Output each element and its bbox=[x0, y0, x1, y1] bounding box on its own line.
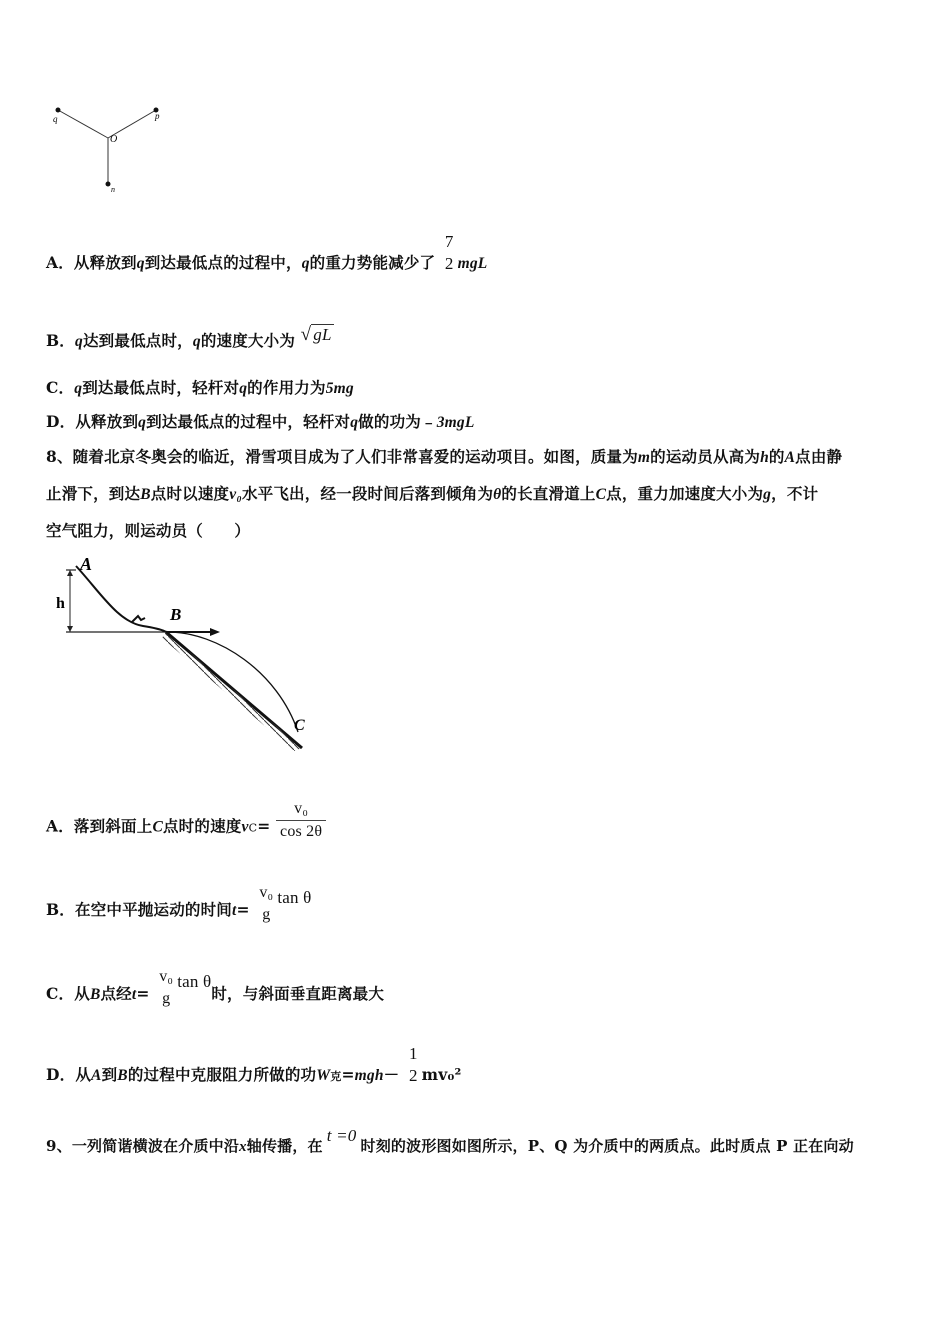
option-c-mid: 到达最低点时，轻杆对 bbox=[82, 378, 240, 397]
option-c-label: C． bbox=[46, 378, 75, 397]
label-n: n bbox=[111, 185, 115, 194]
var-C: C bbox=[152, 818, 163, 836]
var-W: W bbox=[316, 1067, 331, 1084]
tan-theta: tan θ bbox=[177, 972, 212, 991]
var-A: A bbox=[91, 1067, 102, 1084]
label-B: B bbox=[170, 605, 182, 624]
option-text: C．从 bbox=[46, 984, 90, 1003]
q7-option-c bbox=[46, 377, 354, 400]
var-A: A bbox=[784, 449, 796, 466]
q8-stem-line3 bbox=[46, 520, 250, 542]
var-q: q bbox=[192, 333, 201, 350]
q8-stem-line1 bbox=[46, 446, 842, 469]
term-mv0-squared: mv₀² bbox=[421, 1065, 462, 1084]
var-q: q bbox=[74, 380, 83, 397]
fraction-1-2 bbox=[405, 1043, 422, 1087]
option-a-text: A．从释放到 bbox=[46, 253, 137, 272]
q8-text: 水平飞出，经一段时间后落到倾角为 bbox=[241, 484, 494, 503]
var-h: h bbox=[760, 449, 769, 466]
fraction-denominator: g bbox=[162, 990, 171, 1007]
fraction-denominator: 2 bbox=[408, 1066, 418, 1085]
option-text: A．落到斜面上 bbox=[46, 816, 153, 836]
q8-text: 点时以速度 bbox=[150, 484, 230, 503]
fraction-numerator: 7 bbox=[444, 232, 454, 251]
q8-text: 的 bbox=[768, 447, 785, 466]
var-q: q bbox=[239, 380, 248, 397]
var-theta: θ bbox=[493, 486, 502, 503]
var-t: t bbox=[232, 902, 237, 919]
label-p: p bbox=[155, 111, 160, 121]
q8-text: 的长直滑道上 bbox=[501, 484, 596, 503]
option-a-end: 的重力势能减少了 bbox=[309, 253, 436, 272]
q8-text: 的运动员从高为 bbox=[650, 447, 761, 466]
fraction-denominator: cos 2θ bbox=[276, 820, 326, 843]
tan-theta: tan θ bbox=[277, 888, 312, 907]
label-h: h bbox=[56, 595, 65, 612]
var-q: q bbox=[138, 414, 147, 431]
q8-text: 点，重力加速度大小为 bbox=[606, 484, 764, 503]
fraction-v0-g bbox=[255, 882, 277, 926]
option-d-end: 做的功为﹣ bbox=[358, 412, 437, 431]
fraction-v0-cos2theta bbox=[276, 798, 326, 843]
subscript-ke: 克 bbox=[330, 1070, 342, 1083]
fraction-v0-g bbox=[155, 966, 177, 1010]
fraction-numerator: v₀ bbox=[259, 884, 274, 901]
q8-stem-line2 bbox=[46, 483, 818, 506]
q8-option-c bbox=[46, 968, 385, 1010]
q9-stem bbox=[46, 1126, 854, 1158]
q7-option-b bbox=[46, 324, 334, 353]
var-g: g bbox=[763, 486, 772, 503]
label-A: A bbox=[80, 554, 93, 574]
fraction-denominator: g bbox=[262, 906, 271, 923]
q8-text: 8、随着北京冬奥会的临近，滑雪项目成为了人们非常喜爱的运动项目。如图，质量为 bbox=[46, 447, 638, 466]
var-q: q bbox=[136, 255, 145, 272]
var-v: v bbox=[241, 818, 249, 836]
q7-option-a bbox=[46, 232, 488, 275]
equals: = bbox=[136, 984, 150, 1003]
q8-option-a bbox=[46, 800, 326, 843]
option-c-end: 的作用力为 bbox=[247, 378, 326, 397]
sqrt-radicand: gL bbox=[313, 325, 332, 344]
label-C: C bbox=[294, 717, 305, 734]
label-q: q bbox=[53, 114, 58, 124]
option-b-label: B． bbox=[46, 331, 76, 350]
var-C: C bbox=[595, 486, 607, 503]
var-x: x bbox=[239, 1139, 247, 1155]
option-text: 点经 bbox=[100, 984, 132, 1003]
equals: = bbox=[236, 900, 250, 919]
option-b-end: 的速度大小为 bbox=[200, 331, 296, 350]
q8-ski-slope-diagram bbox=[48, 552, 328, 762]
var-q: q bbox=[350, 414, 359, 431]
var-q: q bbox=[301, 255, 310, 272]
var-m: m bbox=[637, 449, 651, 466]
var-B: B bbox=[117, 1067, 128, 1084]
equals: = bbox=[341, 1065, 355, 1084]
t-equals-zero: t =0 bbox=[326, 1126, 357, 1145]
option-b-mid: 达到最低点时， bbox=[82, 331, 193, 350]
option-d-text: D．从释放到 bbox=[46, 412, 139, 431]
fraction-denominator: 2 bbox=[444, 254, 454, 273]
q9-text: 9、一列简谐横波在介质中沿 bbox=[46, 1137, 240, 1155]
option-text: 点时的速度 bbox=[162, 816, 242, 836]
var-B: B bbox=[89, 986, 101, 1003]
q8-option-b bbox=[46, 884, 312, 926]
q8-text: 点由静 bbox=[795, 447, 843, 466]
var-v0: v₀ bbox=[229, 486, 242, 503]
var-B: B bbox=[140, 486, 151, 503]
fraction-numerator: v₀ bbox=[159, 968, 174, 985]
option-text: 到 bbox=[101, 1065, 118, 1084]
subscript-C: C bbox=[248, 821, 258, 835]
value-5mg: 5mg bbox=[325, 380, 354, 397]
value-3mgL: 3mgL bbox=[436, 414, 475, 431]
q7-option-d bbox=[46, 411, 475, 434]
var-t: t bbox=[131, 986, 137, 1003]
sqrt-expression: √ gL bbox=[300, 324, 332, 345]
equals: = bbox=[257, 816, 271, 836]
q9-text: 轴传播，在 bbox=[246, 1137, 323, 1155]
q8-text: ，不计 bbox=[771, 484, 819, 503]
fraction-numerator: v₀ bbox=[294, 800, 309, 817]
label-o: O bbox=[110, 134, 118, 145]
option-text: D．从 bbox=[46, 1065, 92, 1084]
unit-mgL: mgL bbox=[457, 255, 488, 272]
q9-text: 时刻的波形图如图所示，P、Q 为介质中的两质点。此时质点 P 正在向动 bbox=[360, 1137, 854, 1155]
q8-option-d bbox=[46, 1044, 462, 1088]
option-text: B．在空中平抛运动的时间 bbox=[46, 900, 233, 919]
term-mgh: mgh bbox=[354, 1067, 384, 1084]
option-text: 的过程中克服阻力所做的功 bbox=[127, 1065, 317, 1084]
fraction-numerator: 1 bbox=[408, 1044, 418, 1063]
minus-sign: － bbox=[383, 1065, 400, 1084]
q8-text: 空气阻力，则运动员（ ） bbox=[46, 521, 251, 540]
fraction-7-2 bbox=[441, 231, 458, 275]
option-a-mid: 到达最低点的过程中， bbox=[144, 253, 302, 272]
var-q: q bbox=[75, 333, 83, 350]
option-d-mid: 到达最低点的过程中，轻杆对 bbox=[146, 412, 351, 431]
option-text: 时，与斜面垂直距离最大 bbox=[211, 984, 385, 1003]
q7-rod-diagram bbox=[44, 100, 184, 200]
q8-text: 止滑下，到达 bbox=[46, 484, 141, 503]
